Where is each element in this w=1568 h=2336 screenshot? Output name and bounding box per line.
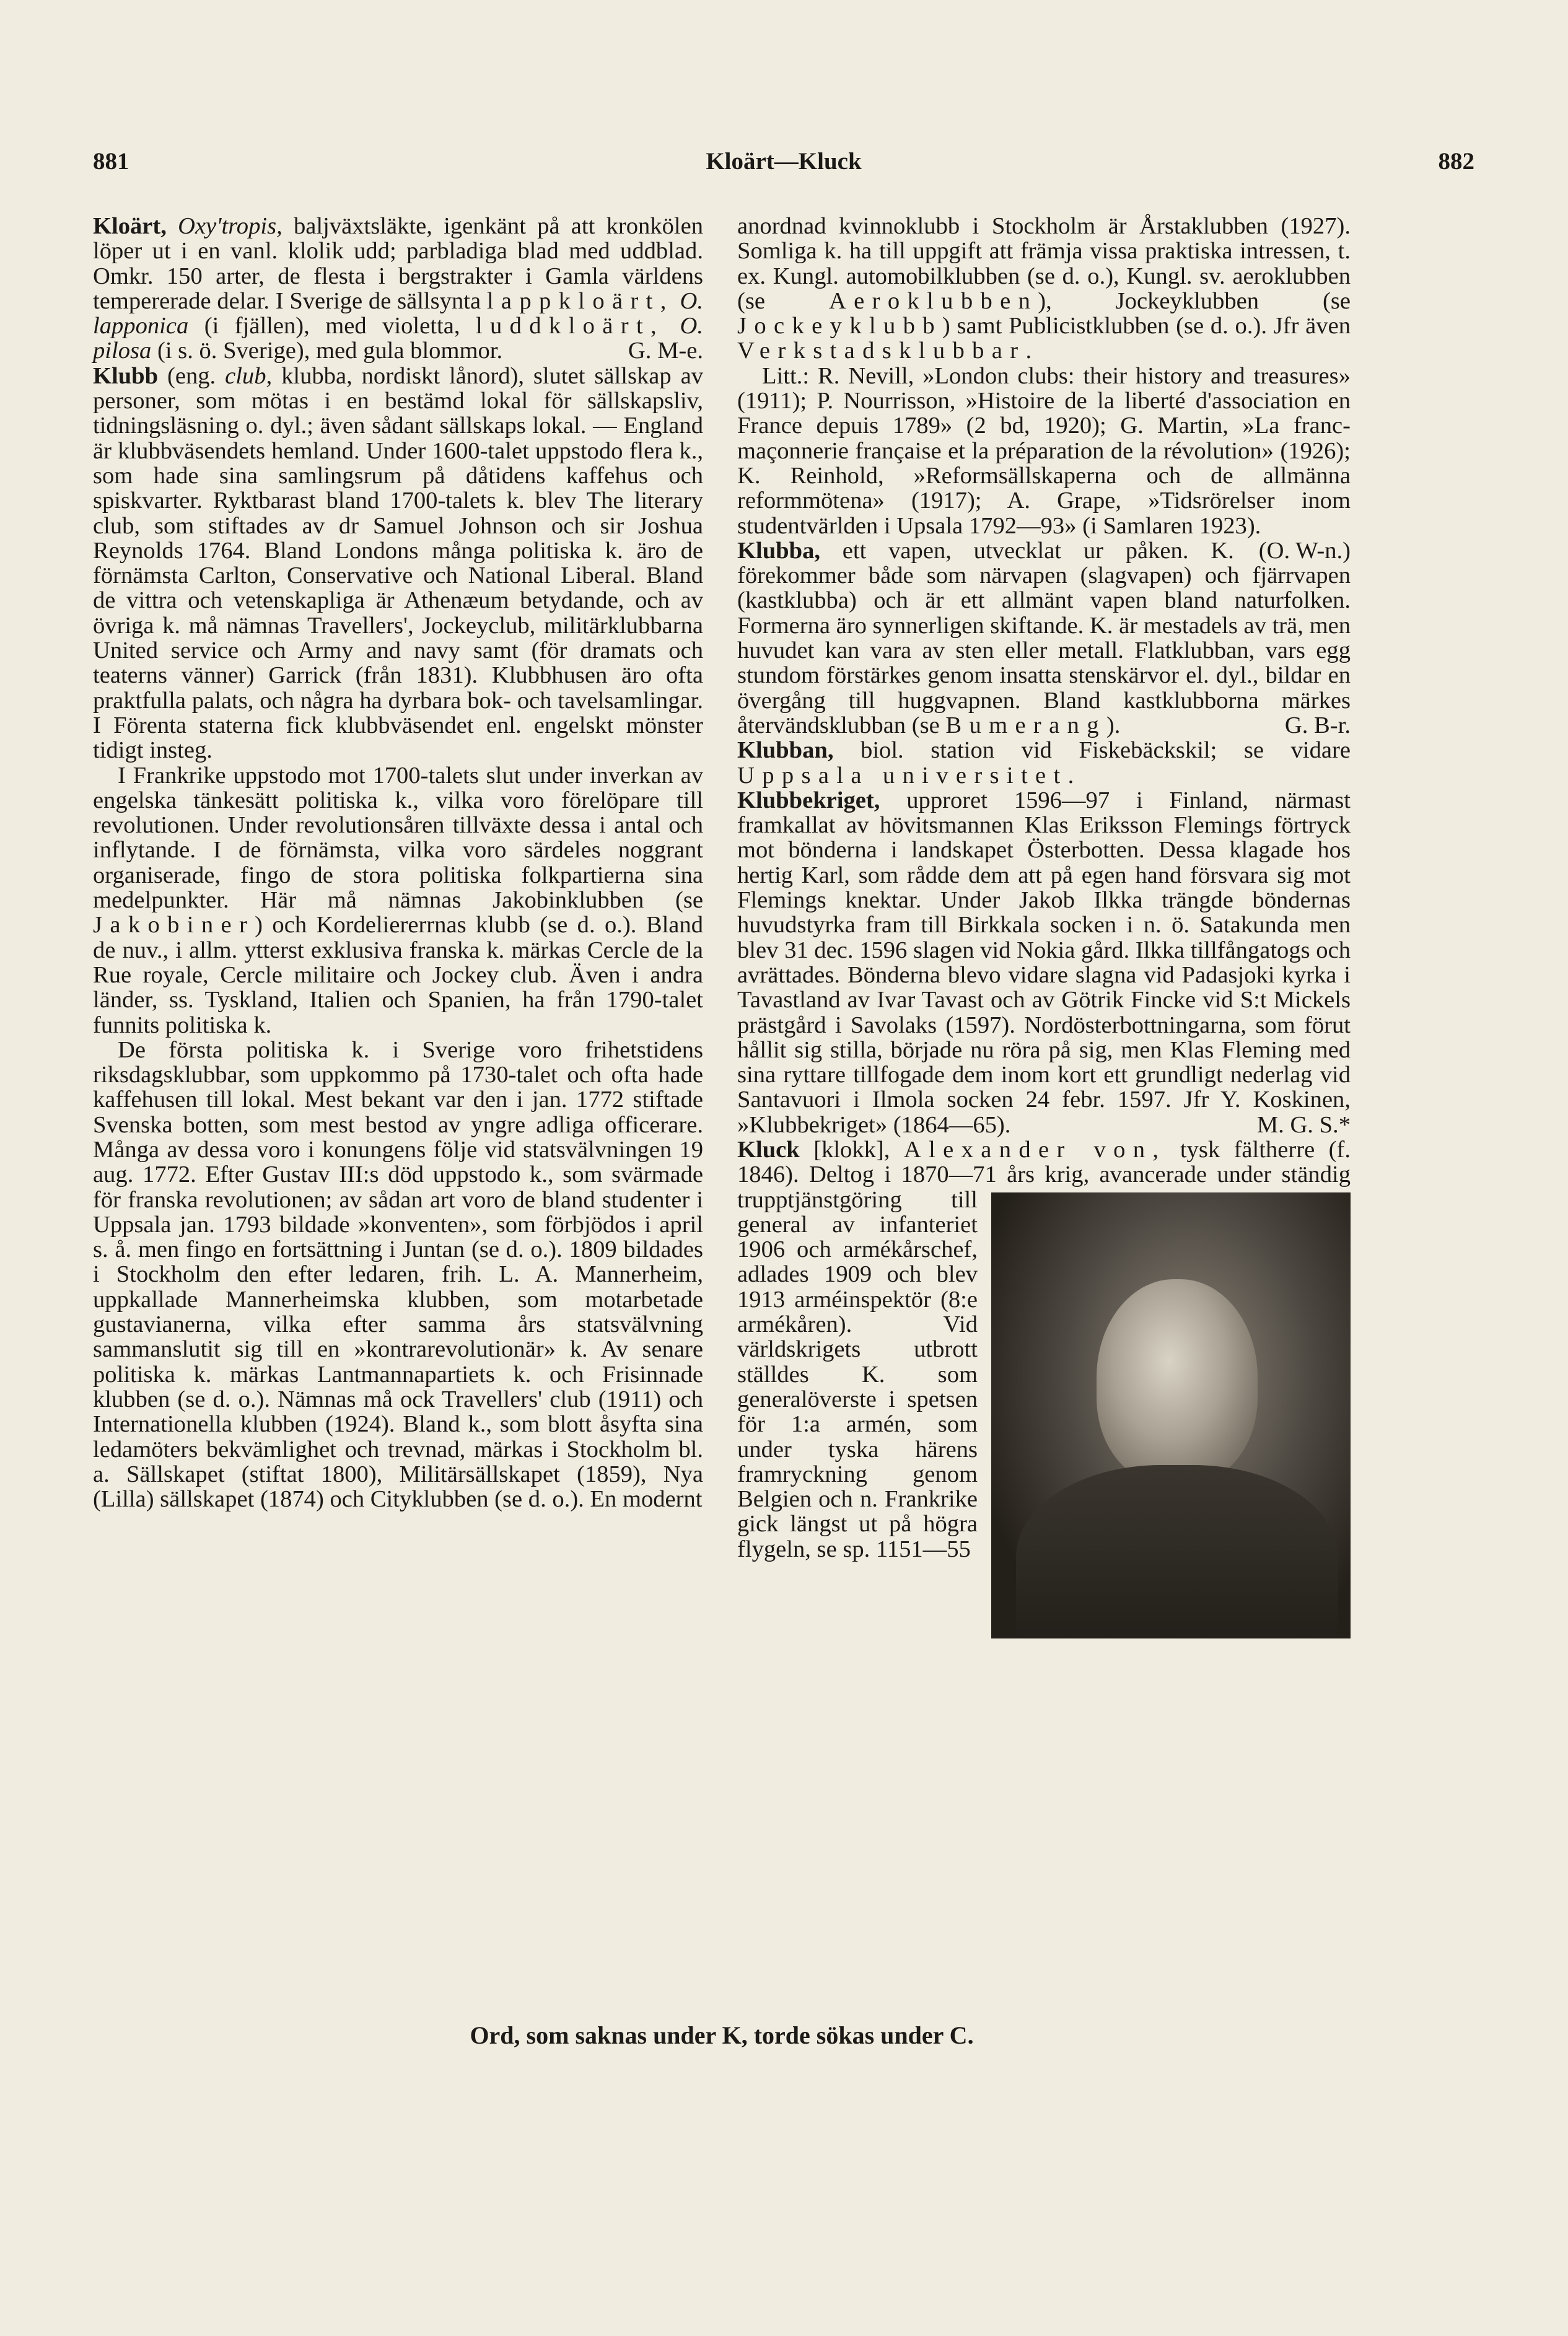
- headword: Klubba,: [737, 537, 821, 564]
- entry-text: baljväxtsläkte, igenkänt på att kronkölen löper ut i en vanl. klolik udd; parbladiga blad med uddblad. Omkr. 150 arter, de flesta i bergstrakter i Gamla världens tempererade delar. I Sverige de sällsynta: [93, 213, 703, 314]
- entry-text: upproret 1596—97 i Finland, närmast framkallat av hövitsmannen Klas Eriksson Flemings förtryck mot bönderna i landskapet Österbotten. Dessa klagade hos hertig Karl, som rådde dem att på egen hand försvara sig mot Flemings knektar. Under Jakob Ilkka trängde böndernas huvudstyrka fram till Birkkala socken i n. ö. Satakunda men blev 31 dec. 1596 slagen vid Nokia gård. Ilkka tillfångatogs och avrättades. Bönderna blevo vidare slagna vid Padasjoki kyrka i Tavastland av Ivar Tavast och av Götrik Fincke vid S:t Mickels prästgård i Savolaks (1597). Nordösterbottningarna, som förut hållit sig stilla, började nu röra på sig, men Klas Fleming med sina ryttare tillfogade dem inom kort ett grundligt nederlag vid Santavuori i Ilmola socken 24 febr. 1597. Jfr Y. Koskinen, »Klubbekriget» (1864—65).: [737, 787, 1351, 1138]
- author-signature: (O. W-n.): [1258, 537, 1351, 564]
- latin-name: O. pilosa: [93, 313, 703, 364]
- headword: Klubb: [93, 362, 159, 389]
- entry-text-part: tysk fältherre (f. 1846). Deltog i 1870—71 års: [737, 1136, 1351, 1188]
- entry-text: Litt.: R. Nevill, »London clubs: their history and treasures» (1911); P. Nourrisson, »Histoire de la liberté d'association en France depuis 1789» (2 bd, 1920); G. Martin, »La franc-maçonnerie française et la préparation de la révolution» (1926); K. Reinhold, »Reformsällskaperna och de allmänna reformmötena» (1917); A. Grape, »Tidsrörelser inom studentvärlden i Upsala 1792—93» (i Samlaren 1923).: [737, 362, 1351, 539]
- right-column: [737, 214, 1351, 1642]
- paragraph-sverige: [93, 1038, 703, 1512]
- page-header: [93, 147, 1474, 191]
- spaced-term: luddkloärt,: [475, 313, 665, 339]
- entry-text: ), Jockeyklubben (se: [1038, 287, 1351, 314]
- author-signature: G. M-e.: [628, 338, 703, 364]
- entry-kloart: [93, 214, 703, 364]
- spaced-term: lappkloärt,: [486, 287, 674, 314]
- klubb-continued: [737, 214, 1351, 364]
- entry-klubban: [737, 738, 1351, 788]
- latin-name: O. lapponica: [93, 287, 704, 339]
- entry-text: klubba, nordiskt lånord), slutet sällskap av personer, som mötas i en bestämd lokal för sällskapsliv, tidningsläsning o. dyl.; även sådant sällskaps lokal. — England är klubbväsendets hemland. Under 1600-talet uppstodo flera k., som hade sina samlingsrum på dåtidens kaffehus och spiskvarter. Ryktbarast bland 1700-talets k. blev The literary club, som stiftades av dr Samuel Johnson och sir Joshua Reynolds 1764. Bland Londons många politiska k. äro de förnämsta Carlton, Conservative och National Liberal. Bland de vittra och vetenskapliga är Athenæum betydande, och av övriga k. må nämnas Travellers', Jockeyclub, militärklubbarna United service och Army and navy samt (för dramats och teaterns vänner) Garrick (från 1831). Klubbhusen äro ofta praktfulla palats, och några ha dyrbara bok- och tavelsamlingar. I Förenta staterna fick klubbväsendet enl. engelskt mönster tidigt insteg.: [93, 362, 703, 764]
- spaced-term: Uppsala universitet: [737, 762, 1068, 789]
- entry-text: I Frankrike uppstodo mot 1700-talets slut under inverkan av engelska tänkesätt politiska k., vilka voro förelöpare till revolutionen. Under revolutionsåren tillväxte dessa i antal och inflytande. I de förnämsta, vilka voro särdeles noggrant organiserade, fingo de stora politiska folkpartierna sina medelpunkter. Här må nämnas Jakobinklubben (se: [93, 762, 703, 914]
- headword: Kluck: [737, 1136, 800, 1163]
- entry-text: De första politiska k. i Sverige voro frihetstidens riksdagsklubbar, som uppkommo på 1730-talet och ofta hade kaffehusen till lokal. Mest bekant var den i jan. 1772 stiftade Svenska botten, som mest bestod av yngre adliga officerare. Många av dessa voro i konungens följe vid statsvälvningen 19 aug. 1772. Efter Gustav III:s död uppstodo k., som svärmade för franska revolutionen; av sådan art voro de bland studenter i Uppsala jan. 1793 bildade »konventen», som förbjödos i april s. å. men fingo en fortsättning i Juntan (se d. o.). 1809 bildades i Stockholm den efter ledaren, frih. L. A. Mannerheim, uppkallade Mannerheimska klubben, som motarbetade gustavianerna, vilka efter samma års statsvälvning sammanslutit sig till en »kontrarevolutionär» k. Av senare politiska k. märkas Lantmannapartiets k. och Frisinnade klubben (se d. o.). Nämnas må ock Travellers' club (1911) och Internationella klubben (1924). Bland k., som blott åsyfta sina ledamöters bekvämlighet och trevnad, märkas i Stockholm bl. a. Sällskapet (stiftat 1800), Militärsällskapet (1859), Nya (Lilla) sällskapet (1874) och Cityklubben (se d. o.). En modernt: [93, 1036, 703, 1513]
- entry-text: anordnad kvinnoklubb i Stockholm är Årstaklubben (1927). Somliga k. ha till uppgift att främja vissa praktiska intressen, t. ex. Kungl. automobilklubben (se d. o.), Kungl. sv. aeroklubben (se: [737, 213, 1351, 314]
- paragraph-frankrike: [93, 763, 703, 1038]
- headword: Klubbekriget,: [737, 787, 880, 813]
- spaced-term: Alexander von,: [903, 1136, 1167, 1163]
- entry-text: biol. station vid Fiskebäckskil; se vidare: [833, 737, 1351, 764]
- spaced-term: Bumerang: [945, 712, 1106, 738]
- entry-text: [737, 1137, 1351, 1562]
- page-number-right: 882: [1438, 148, 1474, 175]
- entry-text: (i fjällen), med violetta,: [188, 313, 476, 339]
- author-signature: M. G. S.*: [1256, 1111, 1351, 1138]
- author-signature: G. B-r.: [1284, 712, 1351, 738]
- spaced-term: Jakobiner: [93, 912, 255, 938]
- entry-text: ).: [1106, 712, 1121, 738]
- entry-klubbekriget: [737, 788, 1351, 1137]
- running-title: Kloärt—Kluck: [706, 148, 862, 175]
- entry-text: [klokk],: [799, 1136, 904, 1163]
- entry-text: (eng.: [158, 362, 226, 389]
- kluck-portrait-photo: [991, 1192, 1351, 1638]
- entry-kluck: [737, 1137, 1351, 1562]
- entry-text: .: [1025, 338, 1032, 364]
- spaced-term: Jockeyklubb: [737, 313, 942, 339]
- footer-note: Ord, som saknas under K, torde sökas under C.: [470, 2021, 974, 2049]
- entry-text: sp. 1151—55: [843, 1536, 971, 1562]
- page-number-left: 881: [93, 148, 129, 175]
- spaced-term: Verkstadsklubbar: [737, 338, 1026, 364]
- entry-text: ) samt Publicistklubben (se d. o.). Jfr även: [942, 313, 1351, 339]
- entry-text: ) och Kordeliererrnas klubb (se d. o.). Bland de nuv., i allm. ytterst exklusiva franska k. märkas Cercle de la Rue royale, Cercle militaire och Jockey club. Även i andra länder, ss. Tyskland, Italien och Spanien, ha från 1790-talet funnits politiska k.: [93, 912, 703, 1038]
- entry-text: (i s. ö. Sverige), med gula blommor.: [151, 338, 503, 364]
- headword: Kloärt,: [93, 213, 167, 239]
- latin-name: Oxy'tropis,: [178, 213, 283, 239]
- entry-klubb: [93, 364, 703, 763]
- entry-text: .: [1067, 762, 1074, 789]
- portrait-face: [1097, 1279, 1258, 1484]
- left-column: [93, 214, 703, 1511]
- entry-klubba: [737, 538, 1351, 738]
- entry-text: ett vapen, utvecklat ur påken. K. förekommer både som närvapen (slagvapen) och fjärrvapen (kastklubba) och är ett allmänt vapen bland naturfolken. Formerna äro synnerligen skiftande. K. är mestadels av trä, men huvudet kan vara av sten eller metall. Flatklubban, vars egg stundom förstärkes genom insatta stenskärvor el. dyl., bildar en övergång till huggvapnen. Bland kastklubborna märkes återvändsklubban (se: [737, 537, 1351, 738]
- etymology-term: club,: [225, 362, 273, 389]
- spaced-term: Aeroklubben: [828, 287, 1038, 314]
- portrait-uniform: [1016, 1465, 1338, 1638]
- entry-text-part: krig, avancerade under ständig trupptjänstgöring till general av infanteriet 1906 och armékårschef, adlades 1909 och blev 1913 arméinspektör (8:e armékåren). Vid världskrigets utbrott ställdes K. som generalöverste i spetsen för 1:a armén, som under tyska härens framryckning genom Belgien och n. Frankrike gick längst ut på högra flygeln, se: [737, 1161, 1351, 1562]
- headword: Klubban,: [737, 737, 834, 764]
